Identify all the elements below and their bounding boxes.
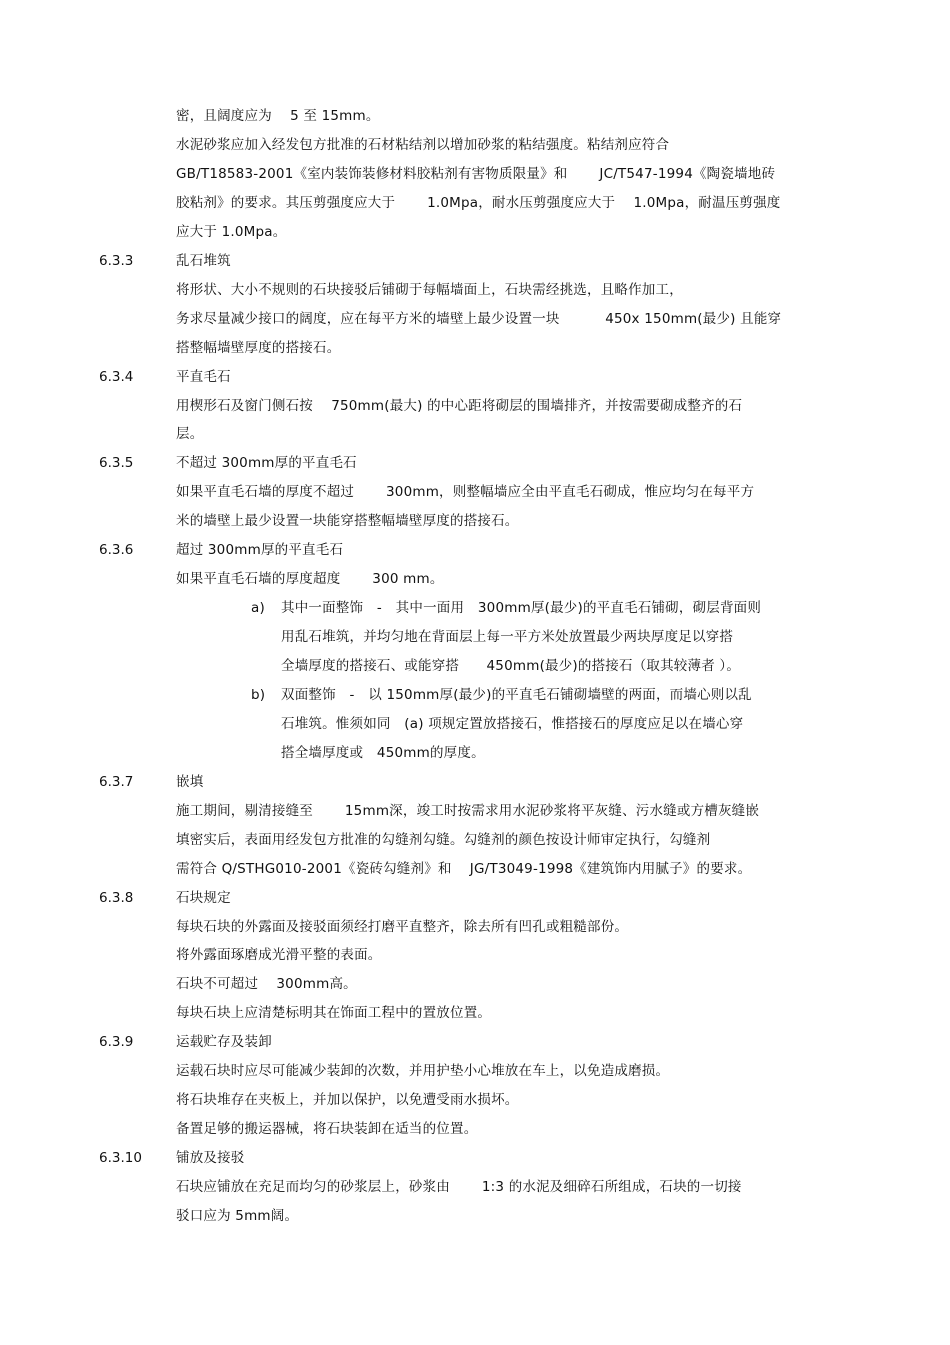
- text-line: 平直毛石: [176, 369, 231, 385]
- text-line: 其中一面整饰 - 其中一面用 300mm厚(最少)的平直毛石铺砌，砌层背面则: [281, 600, 762, 616]
- text-line: 全墙厚度的搭接石、或能穿搭 450mm(最少)的搭接石（取其较薄者 ）。: [281, 658, 741, 674]
- section-number: 6.3.6: [99, 542, 134, 558]
- text-line: 备置足够的搬运器械，将石块装卸在适当的位置。: [176, 1121, 478, 1137]
- text-line: 铺放及接驳: [176, 1150, 245, 1166]
- text-line: 驳口应为 5mm阔。: [176, 1208, 299, 1224]
- text-line: 将外露面琢磨成光滑平整的表面。: [176, 947, 382, 963]
- text-line: 施工期间，剔清接缝至 15mm深，竣工时按需求用水泥砂浆将平灰缝、污水缝或方槽灰缝嵌: [176, 803, 760, 819]
- text-line: 石块规定: [176, 890, 231, 906]
- text-line: 米的墙壁上最少设置一块能穿搭整幅墙壁厚度的搭接石。: [176, 513, 519, 529]
- text-line: 每块石块上应清楚标明其在饰面工程中的置放位置。: [176, 1005, 492, 1021]
- text-line: 将石块堆存在夹板上，并加以保护，以免遭受雨水损坏。: [176, 1092, 519, 1108]
- text-line: 如果平直毛石墙的厚度不超过 300mm，则整幅墙应全由平直毛石砌成，惟应均匀在每平方: [176, 484, 755, 500]
- text-line: 需符合 Q/STHG010-2001《瓷砖勾缝剂》和 JG/T3049-1998《建筑饰内用腻子》的要求。: [176, 861, 752, 877]
- section-number: 6.3.3: [99, 253, 134, 269]
- text-line: 石块不可超过 300mm高。: [176, 976, 357, 992]
- text-line: 务求尽量减少接口的阔度，应在每平方米的墙壁上最少设置一块 450x 150mm(最少) 且能穿: [176, 311, 782, 327]
- text-line: 应大于 1.0Mpa。: [176, 224, 287, 240]
- text-line: 运载石块时应尽可能减少装卸的次数，并用护垫小心堆放在车上，以免造成磨损。: [176, 1063, 670, 1079]
- text-line: 搭全墙厚度或 450mm的厚度。: [281, 745, 485, 761]
- text-line: 乱石堆筑: [176, 253, 231, 269]
- text-line: 双面整饰 - 以 150mm厚(最少)的平直毛石铺砌墙壁的两面，而墙心则以乱: [281, 687, 752, 703]
- text-line: GB/T18583-2001《室内装饰装修材料胶粘剂有害物质限量》和 JC/T547-1994《陶瓷墙地砖: [176, 166, 776, 182]
- text-line: 填密实后，表面用经发包方批准的勾缝剂勾缝。勾缝剂的颜色按设计师审定执行，勾缝剂: [176, 832, 711, 848]
- text-line: 如果平直毛石墙的厚度超度 300 mm。: [176, 571, 444, 587]
- section-number: 6.3.10: [99, 1150, 142, 1166]
- section-number: 6.3.4: [99, 369, 134, 385]
- text-line: 嵌填: [176, 774, 204, 790]
- text-line: 搭整幅墙壁厚度的搭接石。: [176, 340, 341, 356]
- text-line: 石块应铺放在充足而均匀的砂浆层上，砂浆由 1:3 的水泥及细碎石所组成，石块的一切接: [176, 1179, 742, 1195]
- section-number: 6.3.9: [99, 1034, 134, 1050]
- text-line: 运载贮存及装卸: [176, 1034, 272, 1050]
- text-line: 层。: [176, 426, 204, 442]
- section-number: 6.3.5: [99, 455, 134, 471]
- text-line: 将形状、大小不规则的石块接驳后铺砌于每幅墙面上，石块需经挑选，且略作加工，: [176, 282, 683, 298]
- text-line: 用楔形石及窗门侧石按 750mm(最大) 的中心距将砌层的围墙排齐，并按需要砌成整齐的石: [176, 398, 743, 414]
- text-line: 胶粘剂》的要求。其压剪强度应大于 1.0Mpa，耐水压剪强度应大于 1.0Mpa，耐温压剪强度: [176, 195, 781, 211]
- section-number: 6.3.7: [99, 774, 134, 790]
- text-line: 密，且阔度应为 5 至 15mm。: [176, 108, 380, 124]
- text-line: 超过 300mm厚的平直毛石: [176, 542, 344, 558]
- list-marker: b): [251, 687, 266, 703]
- text-line: 每块石块的外露面及接驳面须经打磨平直整齐，除去所有凹孔或粗糙部份。: [176, 919, 629, 935]
- text-line: 用乱石堆筑，并均匀地在背面层上每一平方米处放置最少两块厚度足以穿搭: [281, 629, 734, 645]
- text-line: 不超过 300mm厚的平直毛石: [176, 455, 357, 471]
- section-number: 6.3.8: [99, 890, 134, 906]
- text-line: 石堆筑。惟须如同 (a) 项规定置放搭接石，惟搭接石的厚度应足以在墙心穿: [281, 716, 744, 732]
- text-line: 水泥砂浆应加入经发包方批准的石材粘结剂以增加砂浆的粘结强度。粘结剂应符合: [176, 137, 670, 153]
- list-marker: a): [251, 600, 265, 616]
